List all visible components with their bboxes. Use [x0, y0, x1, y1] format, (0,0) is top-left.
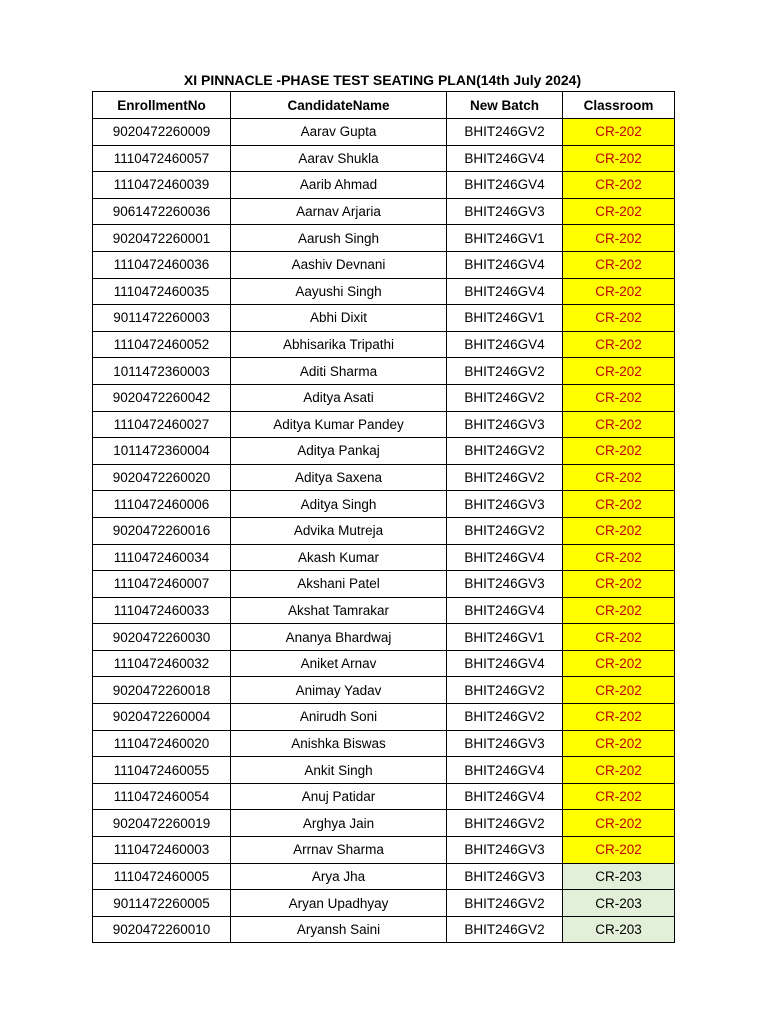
candidate-name-cell: Abhisarika Tripathi: [231, 331, 447, 358]
classroom-cell: CR-202: [563, 757, 675, 784]
table-row: [93, 916, 675, 943]
batch-cell: BHIT246GV4: [447, 145, 563, 172]
classroom-cell: CR-203: [563, 863, 675, 890]
header-row: [93, 92, 675, 119]
classroom-cell: CR-202: [563, 650, 675, 677]
candidate-name-cell: Animay Yadav: [231, 677, 447, 704]
table-row: [93, 464, 675, 491]
enrollment-no-cell: 9020472260042: [93, 384, 231, 411]
table-row: [93, 757, 675, 784]
batch-cell: BHIT246GV1: [447, 225, 563, 252]
table-row: [93, 331, 675, 358]
table-row: [93, 890, 675, 917]
candidate-name-cell: Anirudh Soni: [231, 704, 447, 731]
batch-cell: BHIT246GV2: [447, 384, 563, 411]
candidate-name-cell: Anishka Biswas: [231, 730, 447, 757]
classroom-cell: CR-202: [563, 119, 675, 146]
batch-cell: BHIT246GV4: [447, 544, 563, 571]
candidate-name-cell: Aditi Sharma: [231, 358, 447, 385]
enrollment-no-cell: 1110472460057: [93, 145, 231, 172]
enrollment-no-cell: 9020472260001: [93, 225, 231, 252]
header-classroom: Classroom: [563, 92, 675, 119]
enrollment-no-cell: 1011472360003: [93, 358, 231, 385]
classroom-cell: CR-202: [563, 198, 675, 225]
batch-cell: BHIT246GV4: [447, 331, 563, 358]
candidate-name-cell: Ankit Singh: [231, 757, 447, 784]
table-row: [93, 145, 675, 172]
candidate-name-cell: Aarush Singh: [231, 225, 447, 252]
classroom-cell: CR-202: [563, 331, 675, 358]
batch-cell: BHIT246GV2: [447, 438, 563, 465]
classroom-cell: CR-202: [563, 810, 675, 837]
batch-cell: BHIT246GV4: [447, 757, 563, 784]
classroom-cell: CR-202: [563, 491, 675, 518]
batch-cell: BHIT246GV2: [447, 704, 563, 731]
candidate-name-cell: Arrnav Sharma: [231, 837, 447, 864]
classroom-cell: CR-202: [563, 677, 675, 704]
enrollment-no-cell: 9020472260018: [93, 677, 231, 704]
table-row: [93, 225, 675, 252]
header-new-batch: New Batch: [447, 92, 563, 119]
classroom-cell: CR-202: [563, 704, 675, 731]
table-row: [93, 863, 675, 890]
classroom-cell: CR-202: [563, 464, 675, 491]
classroom-cell: CR-202: [563, 571, 675, 598]
candidate-name-cell: Arghya Jain: [231, 810, 447, 837]
enrollment-no-cell: 1110472460020: [93, 730, 231, 757]
batch-cell: BHIT246GV4: [447, 783, 563, 810]
candidate-name-cell: Aditya Singh: [231, 491, 447, 518]
candidate-name-cell: Aashiv Devnani: [231, 251, 447, 278]
candidate-name-cell: Ananya Bhardwaj: [231, 624, 447, 651]
candidate-name-cell: Aryan Upadhyay: [231, 890, 447, 917]
classroom-cell: CR-202: [563, 597, 675, 624]
batch-cell: BHIT246GV2: [447, 810, 563, 837]
table-row: [93, 810, 675, 837]
classroom-cell: CR-202: [563, 278, 675, 305]
classroom-cell: CR-202: [563, 411, 675, 438]
batch-cell: BHIT246GV3: [447, 411, 563, 438]
candidate-name-cell: Aditya Kumar Pandey: [231, 411, 447, 438]
batch-cell: BHIT246GV4: [447, 597, 563, 624]
classroom-cell: CR-202: [563, 624, 675, 651]
header-candidate-name: CandidateName: [231, 92, 447, 119]
candidate-name-cell: Aarnav Arjaria: [231, 198, 447, 225]
classroom-cell: CR-202: [563, 517, 675, 544]
table-row: [93, 411, 675, 438]
batch-cell: BHIT246GV3: [447, 837, 563, 864]
enrollment-no-cell: 1110472460052: [93, 331, 231, 358]
candidate-name-cell: Advika Mutreja: [231, 517, 447, 544]
candidate-name-cell: Akshani Patel: [231, 571, 447, 598]
enrollment-no-cell: 1110472460036: [93, 251, 231, 278]
enrollment-no-cell: 9020472260020: [93, 464, 231, 491]
table-row: [93, 305, 675, 332]
classroom-cell: CR-202: [563, 145, 675, 172]
batch-cell: BHIT246GV4: [447, 251, 563, 278]
table-row: [93, 571, 675, 598]
enrollment-no-cell: 1110472460006: [93, 491, 231, 518]
table-row: [93, 730, 675, 757]
classroom-cell: CR-202: [563, 305, 675, 332]
candidate-name-cell: Aditya Pankaj: [231, 438, 447, 465]
table-row: [93, 650, 675, 677]
batch-cell: BHIT246GV2: [447, 464, 563, 491]
candidate-name-cell: Aditya Saxena: [231, 464, 447, 491]
enrollment-no-cell: 9020472260009: [93, 119, 231, 146]
table-row: [93, 438, 675, 465]
batch-cell: BHIT246GV4: [447, 650, 563, 677]
classroom-cell: CR-202: [563, 225, 675, 252]
enrollment-no-cell: 1110472460055: [93, 757, 231, 784]
batch-cell: BHIT246GV4: [447, 172, 563, 199]
candidate-name-cell: Aarib Ahmad: [231, 172, 447, 199]
table-row: [93, 119, 675, 146]
enrollment-no-cell: 1110472460034: [93, 544, 231, 571]
candidate-name-cell: Aarav Shukla: [231, 145, 447, 172]
enrollment-no-cell: 1110472460003: [93, 837, 231, 864]
classroom-cell: CR-202: [563, 438, 675, 465]
candidate-name-cell: Aditya Asati: [231, 384, 447, 411]
candidate-name-cell: Abhi Dixit: [231, 305, 447, 332]
table-row: [93, 544, 675, 571]
table-body: [93, 119, 675, 943]
classroom-cell: CR-202: [563, 837, 675, 864]
table-row: [93, 251, 675, 278]
enrollment-no-cell: 9020472260010: [93, 916, 231, 943]
table-row: [93, 704, 675, 731]
enrollment-no-cell: 9020472260030: [93, 624, 231, 651]
table-row: [93, 172, 675, 199]
enrollment-no-cell: 1110472460039: [93, 172, 231, 199]
classroom-cell: CR-202: [563, 172, 675, 199]
candidate-name-cell: Aayushi Singh: [231, 278, 447, 305]
enrollment-no-cell: 1110472460005: [93, 863, 231, 890]
seating-plan-title: XI PINNACLE -PHASE TEST SEATING PLAN(14th July 2024): [183, 72, 582, 88]
classroom-cell: CR-203: [563, 890, 675, 917]
candidate-name-cell: Aniket Arnav: [231, 650, 447, 677]
candidate-name-cell: Akshat Tamrakar: [231, 597, 447, 624]
table-row: [93, 837, 675, 864]
batch-cell: BHIT246GV3: [447, 730, 563, 757]
enrollment-no-cell: 9011472260005: [93, 890, 231, 917]
batch-cell: BHIT246GV1: [447, 305, 563, 332]
classroom-cell: CR-202: [563, 783, 675, 810]
enrollment-no-cell: 1110472460033: [93, 597, 231, 624]
seating-plan-table: [92, 91, 675, 943]
enrollment-no-cell: 9011472260003: [93, 305, 231, 332]
table-row: [93, 677, 675, 704]
table-row: [93, 278, 675, 305]
classroom-cell: CR-202: [563, 251, 675, 278]
classroom-cell: CR-203: [563, 916, 675, 943]
enrollment-no-cell: 1110472460027: [93, 411, 231, 438]
candidate-name-cell: Aarav Gupta: [231, 119, 447, 146]
batch-cell: BHIT246GV2: [447, 890, 563, 917]
batch-cell: BHIT246GV4: [447, 278, 563, 305]
batch-cell: BHIT246GV2: [447, 916, 563, 943]
classroom-cell: CR-202: [563, 358, 675, 385]
table-row: [93, 198, 675, 225]
batch-cell: BHIT246GV3: [447, 863, 563, 890]
enrollment-no-cell: 9020472260004: [93, 704, 231, 731]
batch-cell: BHIT246GV2: [447, 119, 563, 146]
batch-cell: BHIT246GV2: [447, 358, 563, 385]
candidate-name-cell: Aryansh Saini: [231, 916, 447, 943]
enrollment-no-cell: 9020472260016: [93, 517, 231, 544]
batch-cell: BHIT246GV3: [447, 198, 563, 225]
enrollment-no-cell: 1011472360004: [93, 438, 231, 465]
batch-cell: BHIT246GV3: [447, 571, 563, 598]
batch-cell: BHIT246GV1: [447, 624, 563, 651]
classroom-cell: CR-202: [563, 384, 675, 411]
candidate-name-cell: Akash Kumar: [231, 544, 447, 571]
enrollment-no-cell: 9020472260019: [93, 810, 231, 837]
table-row: [93, 358, 675, 385]
table-row: [93, 491, 675, 518]
table-row: [93, 783, 675, 810]
table-row: [93, 517, 675, 544]
candidate-name-cell: Anuj Patidar: [231, 783, 447, 810]
enrollment-no-cell: 1110472460054: [93, 783, 231, 810]
enrollment-no-cell: 1110472460032: [93, 650, 231, 677]
table-row: [93, 624, 675, 651]
batch-cell: BHIT246GV3: [447, 491, 563, 518]
classroom-cell: CR-202: [563, 544, 675, 571]
enrollment-no-cell: 9061472260036: [93, 198, 231, 225]
enrollment-no-cell: 1110472460035: [93, 278, 231, 305]
table-header: [93, 92, 675, 119]
table-row: [93, 384, 675, 411]
table-row: [93, 597, 675, 624]
header-enrollment-no: EnrollmentNo: [93, 92, 231, 119]
batch-cell: BHIT246GV2: [447, 517, 563, 544]
classroom-cell: CR-202: [563, 730, 675, 757]
enrollment-no-cell: 1110472460007: [93, 571, 231, 598]
batch-cell: BHIT246GV2: [447, 677, 563, 704]
candidate-name-cell: Arya Jha: [231, 863, 447, 890]
